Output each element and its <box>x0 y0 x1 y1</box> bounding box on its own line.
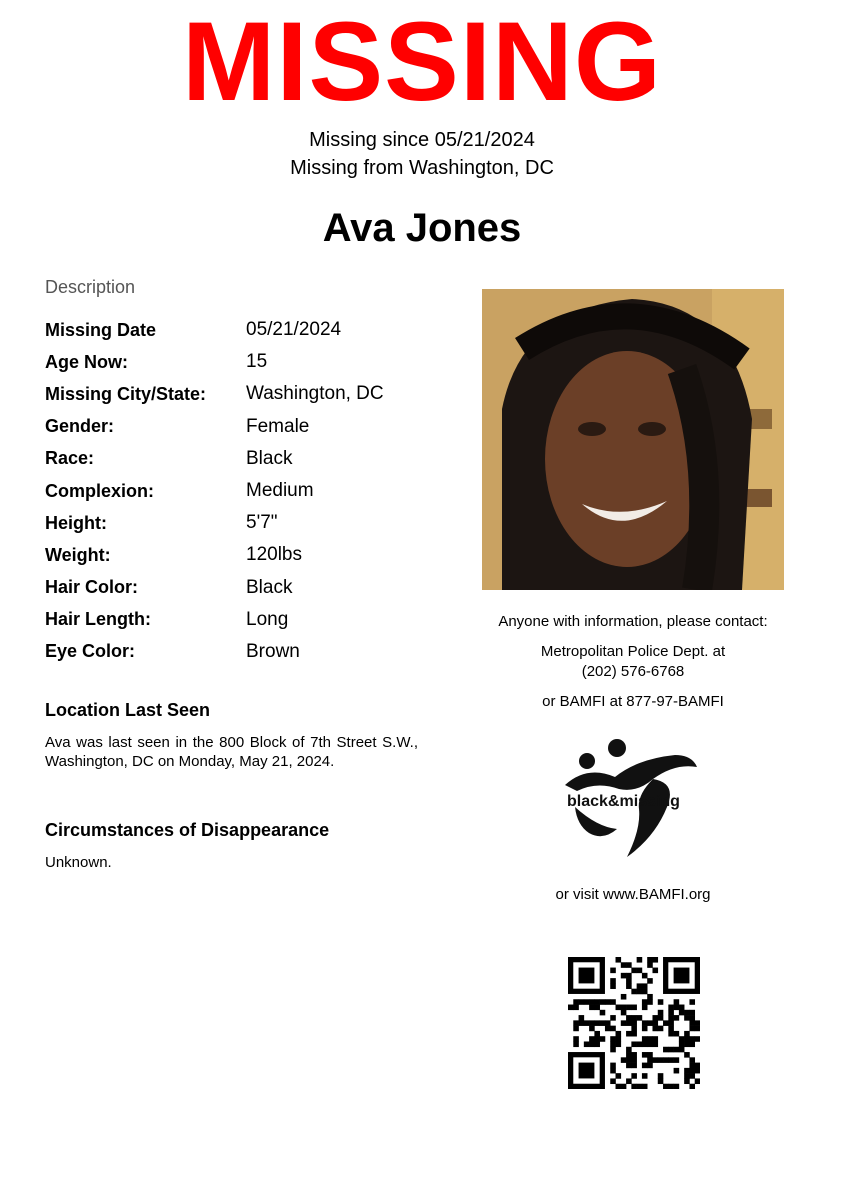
description-row <box>45 475 445 507</box>
description-value: 05/21/2024 <box>246 319 342 341</box>
description-value: Medium <box>246 480 314 502</box>
location-text: Ava was last seen in the 800 Block of 7th Street S.W., Washington, DC on Monday, May 21, 2024. <box>45 734 418 770</box>
description-row <box>45 378 445 410</box>
description-label: Height: <box>45 512 107 533</box>
description-label: Age Now: <box>45 351 128 372</box>
qr-code <box>568 957 700 1089</box>
description-row <box>45 411 445 443</box>
description-row <box>45 346 445 378</box>
description-row <box>45 636 445 668</box>
description-row <box>45 539 445 571</box>
contact-intro: Anyone with information, please contact: <box>498 613 768 630</box>
bamfi-contact: or BAMFI at 877-97-BAMFI <box>542 693 724 710</box>
description-row <box>45 604 445 636</box>
description-label: Hair Color: <box>45 577 139 598</box>
black-and-missing-logo <box>557 737 702 862</box>
description-heading: Description <box>45 277 136 297</box>
description-label: Gender: <box>45 416 115 437</box>
circumstances-text: Unknown. <box>45 854 112 871</box>
missing-person-photo <box>482 289 784 590</box>
description-label: Missing Date <box>45 319 157 340</box>
description-value: 120lbs <box>246 544 302 566</box>
description-value: Long <box>246 608 289 630</box>
description-value: 5'7" <box>246 512 278 534</box>
headline: MISSING <box>182 0 662 124</box>
description-label: Complexion: <box>45 480 155 501</box>
description-label: Race: <box>45 448 95 469</box>
description-value: Black <box>246 447 293 469</box>
description-row <box>45 572 445 604</box>
description-value: Black <box>246 576 293 598</box>
description-value: Brown <box>246 640 300 662</box>
description-value: Washington, DC <box>246 383 384 405</box>
description-label: Hair Length: <box>45 609 151 630</box>
police-contact <box>470 642 796 682</box>
description-label: Missing City/State: <box>45 383 207 404</box>
description-label: Weight: <box>45 544 111 565</box>
description-value: Female <box>246 415 310 437</box>
location-title: Location Last Seen <box>45 700 211 720</box>
description-row <box>45 314 445 346</box>
description-table <box>45 314 445 668</box>
visit-website: or visit www.BAMFI.org <box>555 886 711 903</box>
description-value: 15 <box>246 351 268 373</box>
description-row <box>45 507 445 539</box>
police-name: Metropolitan Police Dept. at <box>540 643 726 660</box>
missing-since: Missing since 05/21/2024 <box>309 129 535 151</box>
person-name: Ava Jones <box>322 206 522 250</box>
logo-text: black&missing <box>567 793 680 810</box>
description-row <box>45 443 445 475</box>
circumstances-title: Circumstances of Disappearance <box>45 820 330 840</box>
missing-from: Missing from Washington, DC <box>290 157 554 179</box>
police-phone: (202) 576-6768 <box>581 663 685 680</box>
description-label: Eye Color: <box>45 641 136 662</box>
